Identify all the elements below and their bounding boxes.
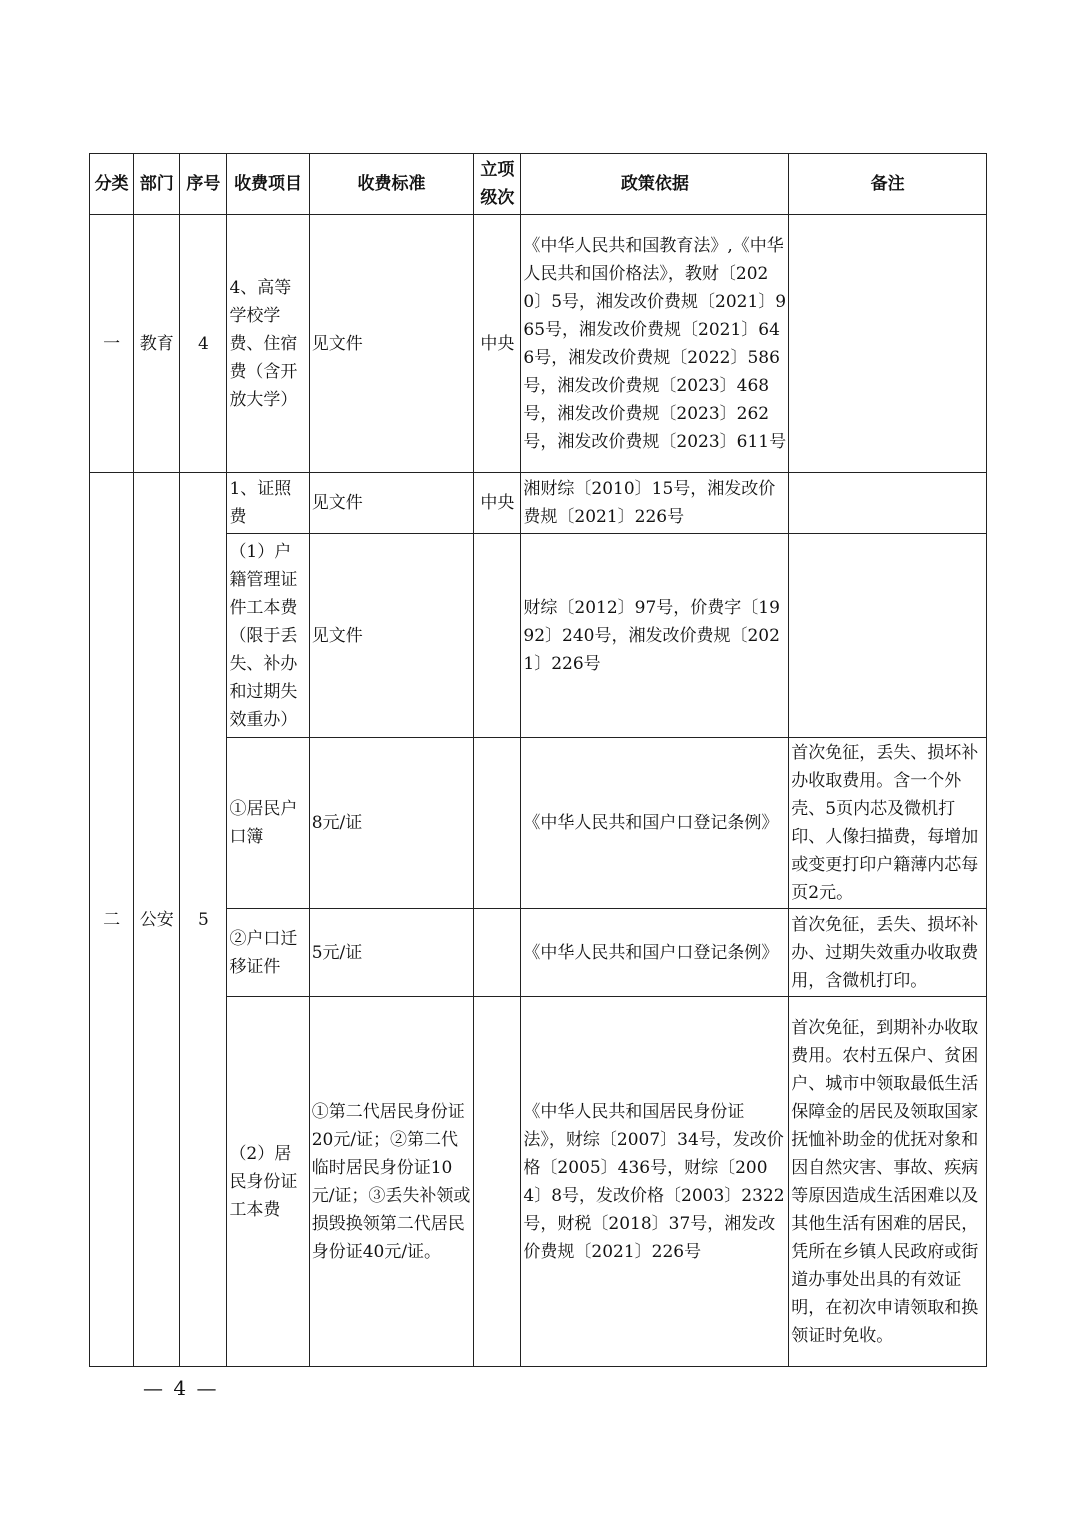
seq-cell: 4 [180,215,227,473]
department-cell: 教育 [134,215,180,473]
table-row [90,215,987,473]
page-number: — 4 — [143,1376,219,1400]
level-cell: 中央 [474,473,521,534]
note-cell: 首次免征，到期补办收取费用。农村五保户、贫困户、城市中领取最低生活保障金的居民及领取国家抚恤补助金的优抚对象和因自然灾害、事故、疾病等原因造成生活困难以及其他生活有困难的居民，凭所在乡镇人民政府或街道办事处出具的有效证明，在初次申请领取和换领证时免收。 [789,997,987,1367]
header-row [90,154,987,215]
fee-table [89,153,987,1367]
basis-cell: 《中华人民共和国户口登记条例》 [521,909,789,997]
item-cell: （2）居民身份证工本费 [227,997,309,1367]
standard-cell: 见文件 [309,215,474,473]
note-cell: 首次免征，丢失、损坏补办、过期失效重办收取费用，含微机打印。 [789,909,987,997]
item-cell: ②户口迁移证件 [227,909,309,997]
item-cell: 1、证照费 [227,473,309,534]
note-cell: 首次免征，丢失、损坏补办收取费用。含一个外壳、5页内芯及微机打印、人像扫描费，每增加或变更打印户籍薄内芯每页2元。 [789,738,987,909]
note-cell [789,215,987,473]
basis-cell: 《中华人民共和国户口登记条例》 [521,738,789,909]
standard-cell: 见文件 [309,534,474,738]
header-department: 部门 [134,154,180,215]
standard-cell: 见文件 [309,473,474,534]
standard-cell: 8元/证 [309,738,474,909]
header-note: 备注 [789,154,987,215]
department-cell: 公安 [134,473,180,1367]
basis-cell: 《中华人民共和国教育法》,《中华人民共和国价格法》，教财〔2020〕5号，湘发改价费规〔2021〕965号，湘发改价费规〔2021〕646号，湘发改价费规〔2022〕586号，湘发改价费规〔2023〕468号，湘发改价费规〔2023〕262号，湘发改价费规〔2023〕611号 [521,215,789,473]
header-item: 收费项目 [227,154,309,215]
item-cell: 4、高等学校学费、住宿费（含开放大学） [227,215,309,473]
header-level: 立项级次 [474,154,521,215]
level-cell [474,909,521,997]
category-cell: 一 [90,215,134,473]
item-cell: （1）户籍管理证件工本费（限于丢失、补办和过期失效重办） [227,534,309,738]
basis-cell: 《中华人民共和国居民身份证法》，财综〔2007〕34号，发改价格〔2005〕436号，财综〔2004〕8号，发改价格〔2003〕2322号，财税〔2018〕37号，湘发改价费规〔2021〕226号 [521,997,789,1367]
header-seq: 序号 [180,154,227,215]
seq-cell: 5 [180,473,227,1367]
header-standard: 收费标准 [309,154,474,215]
item-cell: ①居民户口簿 [227,738,309,909]
table-row [90,473,987,534]
category-cell: 二 [90,473,134,1367]
level-cell: 中央 [474,215,521,473]
standard-cell: 5元/证 [309,909,474,997]
note-cell [789,473,987,534]
note-cell [789,534,987,738]
level-cell [474,534,521,738]
level-cell [474,997,521,1367]
header-category: 分类 [90,154,134,215]
level-cell [474,738,521,909]
basis-cell: 湘财综〔2010〕15号，湘发改价费规〔2021〕226号 [521,473,789,534]
basis-cell: 财综〔2012〕97号，价费字〔1992〕240号，湘发改价费规〔2021〕226号 [521,534,789,738]
standard-cell: ①第二代居民身份证20元/证；②第二代临时居民身份证10元/证；③丢失补领或损毁换领第二代居民身份证40元/证。 [309,997,474,1367]
header-basis: 政策依据 [521,154,789,215]
